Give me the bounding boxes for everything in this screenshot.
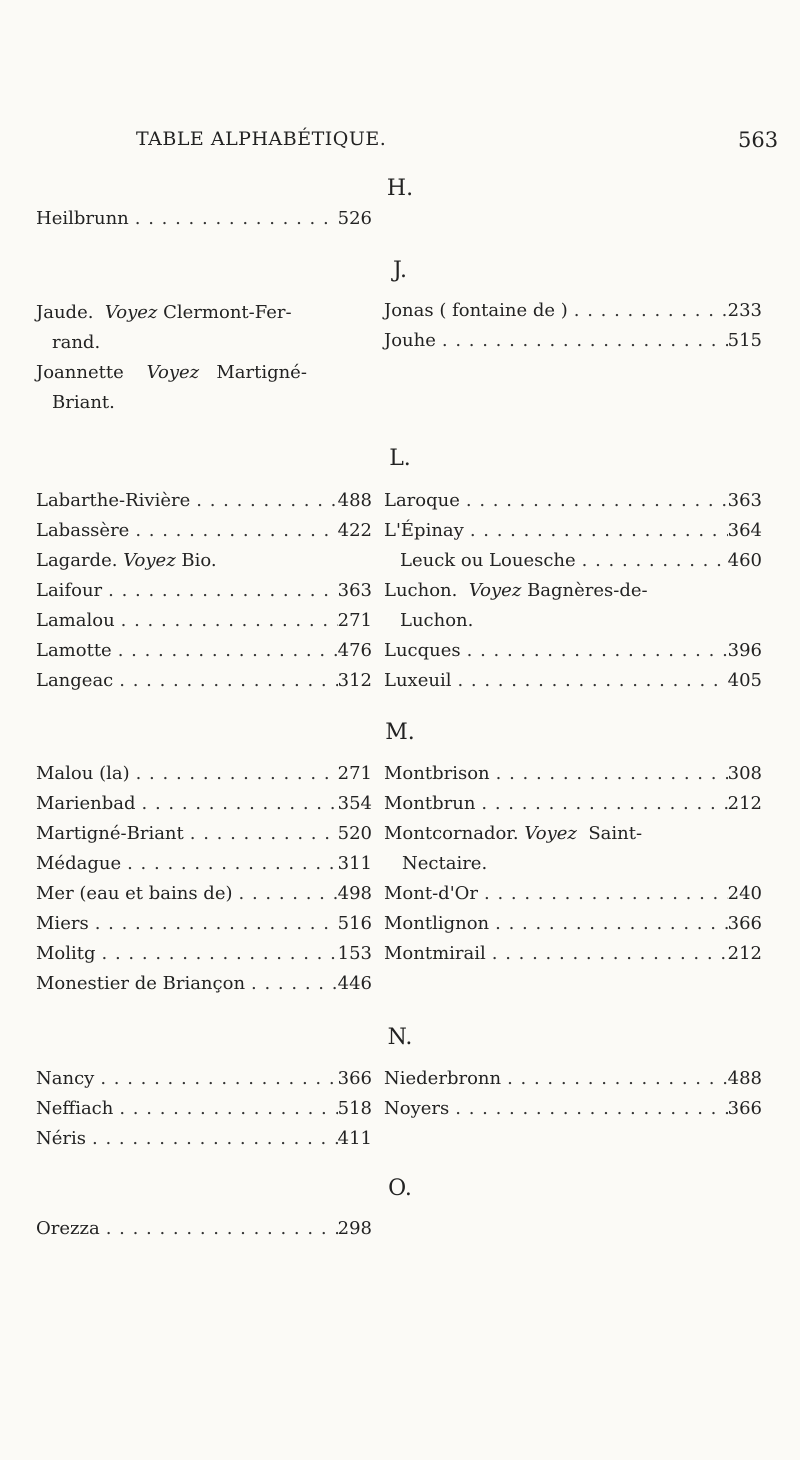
entry-name: Mer (eau et bains de) <box>36 883 233 904</box>
entry-name: Lagarde. <box>36 550 118 571</box>
entry-name: Joannette <box>36 362 124 383</box>
entry-name: Lamotte <box>36 640 112 661</box>
reference-target: Martigné- <box>216 362 307 383</box>
leader-dots <box>130 763 338 784</box>
index-entry <box>384 1068 762 1098</box>
entry-page: 498 <box>337 883 372 904</box>
index-entry <box>384 913 762 943</box>
entry-page: 233 <box>727 300 762 321</box>
index-entry <box>384 640 762 670</box>
index-entry <box>36 823 372 853</box>
index-entry <box>384 580 648 601</box>
index-entry <box>36 913 372 943</box>
leader-dots <box>436 330 728 351</box>
entry-page: 364 <box>727 520 762 541</box>
entry-page: 405 <box>727 670 762 691</box>
leader-dots <box>568 300 728 321</box>
leader-dots <box>96 943 338 964</box>
entry-continuation: Briant. <box>52 392 115 413</box>
page-header <box>0 128 800 168</box>
leader-dots <box>501 1068 728 1089</box>
entry-name: Néris <box>36 1128 87 1149</box>
index-entry <box>384 300 762 330</box>
section-letter-h: H. <box>386 176 414 201</box>
entry-name: Luxeuil <box>384 670 452 691</box>
section-letter-j: J. <box>392 258 408 283</box>
entry-name: Labassère <box>36 520 130 541</box>
entry-page: 366 <box>727 913 762 934</box>
leader-dots <box>461 640 728 661</box>
entry-name: L'Épinay <box>384 520 464 541</box>
see-reference: Voyez <box>123 550 176 571</box>
entry-page: 153 <box>337 943 372 964</box>
index-entry <box>400 550 762 580</box>
leader-dots <box>490 763 728 784</box>
entry-name: Martigné-Briant <box>36 823 184 844</box>
entry-name: Labarthe-Rivière <box>36 490 191 511</box>
index-entry <box>36 973 372 1003</box>
leader-dots <box>478 883 728 904</box>
leader-dots <box>245 973 338 994</box>
entry-name: Heilbrunn <box>36 208 129 229</box>
entry-page: 312 <box>337 670 372 691</box>
leader-dots <box>464 520 728 541</box>
entry-page: 411 <box>337 1128 372 1149</box>
entry-name: Orezza <box>36 1218 100 1239</box>
entry-name: Monestier de Briançon <box>36 973 246 994</box>
index-entry <box>36 670 372 700</box>
page-number: 563 <box>738 128 779 152</box>
entry-name: Montcornador. <box>384 823 519 844</box>
index-entry <box>36 362 307 383</box>
leader-dots <box>190 490 337 511</box>
index-entry <box>36 520 372 550</box>
index-entry <box>384 520 762 550</box>
entry-page: 311 <box>337 853 372 874</box>
index-entry <box>36 943 372 973</box>
index-entry <box>36 1098 372 1128</box>
entry-page: 271 <box>337 610 372 631</box>
index-entry <box>384 330 762 360</box>
entry-page: 366 <box>337 1068 372 1089</box>
index-entry <box>36 763 372 793</box>
reference-target: Clermont-Fer- <box>163 302 292 323</box>
entry-name: Niederbronn <box>384 1068 502 1089</box>
leader-dots <box>136 793 338 814</box>
index-entry <box>384 670 762 700</box>
index-entry <box>36 580 372 610</box>
entry-page: 212 <box>727 943 762 964</box>
leader-dots <box>113 670 337 691</box>
leader-dots <box>100 1218 338 1239</box>
entry-name: Miers <box>36 913 89 934</box>
entry-continuation: Nectaire. <box>402 853 488 874</box>
leader-dots <box>460 490 728 511</box>
entry-name: Malou (la) <box>36 763 130 784</box>
reference-target: Bagnères-de- <box>527 580 648 601</box>
entry-page: 460 <box>727 550 762 571</box>
entry-name: Lucques <box>384 640 461 661</box>
leader-dots <box>121 853 338 874</box>
reference-target: Saint- <box>588 823 643 844</box>
index-entry <box>36 640 372 670</box>
index-entry <box>36 1128 372 1158</box>
entry-page: 446 <box>337 973 372 994</box>
leader-dots <box>129 208 338 229</box>
index-entry <box>384 883 762 913</box>
entry-page: 515 <box>727 330 762 351</box>
entry-name: Nancy <box>36 1068 95 1089</box>
leader-dots <box>489 913 727 934</box>
entry-page: 212 <box>727 793 762 814</box>
entry-name: Noyers <box>384 1098 450 1119</box>
entry-page: 488 <box>727 1068 762 1089</box>
index-entry <box>36 1218 372 1248</box>
leader-dots <box>449 1098 727 1119</box>
entry-page: 354 <box>337 793 372 814</box>
leader-dots <box>129 520 337 541</box>
entry-name: Mont-d'Or <box>384 883 479 904</box>
entry-name: Médague <box>36 853 122 874</box>
entry-name: Molitg <box>36 943 96 964</box>
index-entry <box>36 793 372 823</box>
entry-page: 366 <box>727 1098 762 1119</box>
entry-name: Jaude. <box>36 302 94 323</box>
entry-continuation: Luchon. <box>400 610 474 631</box>
section-letter-o: O. <box>388 1176 412 1201</box>
reference-target: Bio. <box>181 550 217 571</box>
leader-dots <box>102 580 338 601</box>
entry-page: 396 <box>727 640 762 661</box>
entry-name: Leuck ou Louesche <box>400 550 576 571</box>
index-entry <box>384 823 642 844</box>
index-entry <box>36 550 217 571</box>
section-letter-n: N. <box>387 1025 413 1050</box>
entry-name: Lamalou <box>36 610 115 631</box>
entry-page: 526 <box>337 208 372 229</box>
entry-name: Laifour <box>36 580 103 601</box>
entry-name: Jonas ( fontaine de ) <box>384 300 568 321</box>
entry-name: Montbrun <box>384 793 476 814</box>
entry-page: 308 <box>727 763 762 784</box>
entry-page: 422 <box>337 520 372 541</box>
index-entry <box>384 763 762 793</box>
section-letter-m: M. <box>385 720 415 745</box>
entry-name: Langeac <box>36 670 114 691</box>
index-entry <box>36 610 372 640</box>
index-entry <box>36 490 372 520</box>
entry-page: 516 <box>337 913 372 934</box>
index-entry <box>384 490 762 520</box>
entry-page: 363 <box>727 490 762 511</box>
entry-page: 240 <box>727 883 762 904</box>
index-entry <box>384 1098 762 1128</box>
see-reference: Voyez <box>524 823 577 844</box>
index-entry <box>36 883 372 913</box>
leader-dots <box>184 823 338 844</box>
entry-name: Montbrison <box>384 763 490 784</box>
entry-page: 520 <box>337 823 372 844</box>
leader-dots <box>113 1098 337 1119</box>
entry-page: 271 <box>337 763 372 784</box>
running-title: TABLE ALPHABÉTIQUE. <box>136 128 387 150</box>
entry-page: 518 <box>337 1098 372 1119</box>
entry-name: Montmirail <box>384 943 486 964</box>
index-entry <box>36 208 372 238</box>
entry-page: 476 <box>337 640 372 661</box>
leader-dots <box>94 1068 337 1089</box>
entry-name: Laroque <box>384 490 460 511</box>
leader-dots <box>112 640 338 661</box>
entry-name: Neffiach <box>36 1098 114 1119</box>
see-reference: Voyez <box>104 302 158 323</box>
entry-name: Montlignon <box>384 913 490 934</box>
index-entry <box>384 793 762 823</box>
index-entry <box>36 1068 372 1098</box>
index-entry <box>384 943 762 973</box>
leader-dots <box>486 943 728 964</box>
entry-name: Marienbad <box>36 793 136 814</box>
section-letter-l: L. <box>389 446 411 471</box>
leader-dots <box>86 1128 338 1149</box>
see-reference: Voyez <box>146 362 200 383</box>
leader-dots <box>233 883 338 904</box>
entry-continuation: rand. <box>52 332 101 353</box>
entry-page: 488 <box>337 490 372 511</box>
leader-dots <box>576 550 728 571</box>
index-entry <box>36 302 292 323</box>
entry-name: Jouhe <box>384 330 436 351</box>
entry-page: 363 <box>337 580 372 601</box>
leader-dots <box>475 793 727 814</box>
leader-dots <box>89 913 338 934</box>
see-reference: Voyez <box>468 580 522 601</box>
leader-dots <box>451 670 727 691</box>
entry-page: 298 <box>337 1218 372 1239</box>
index-entry <box>36 853 372 883</box>
entry-name: Luchon. <box>384 580 458 601</box>
leader-dots <box>115 610 338 631</box>
